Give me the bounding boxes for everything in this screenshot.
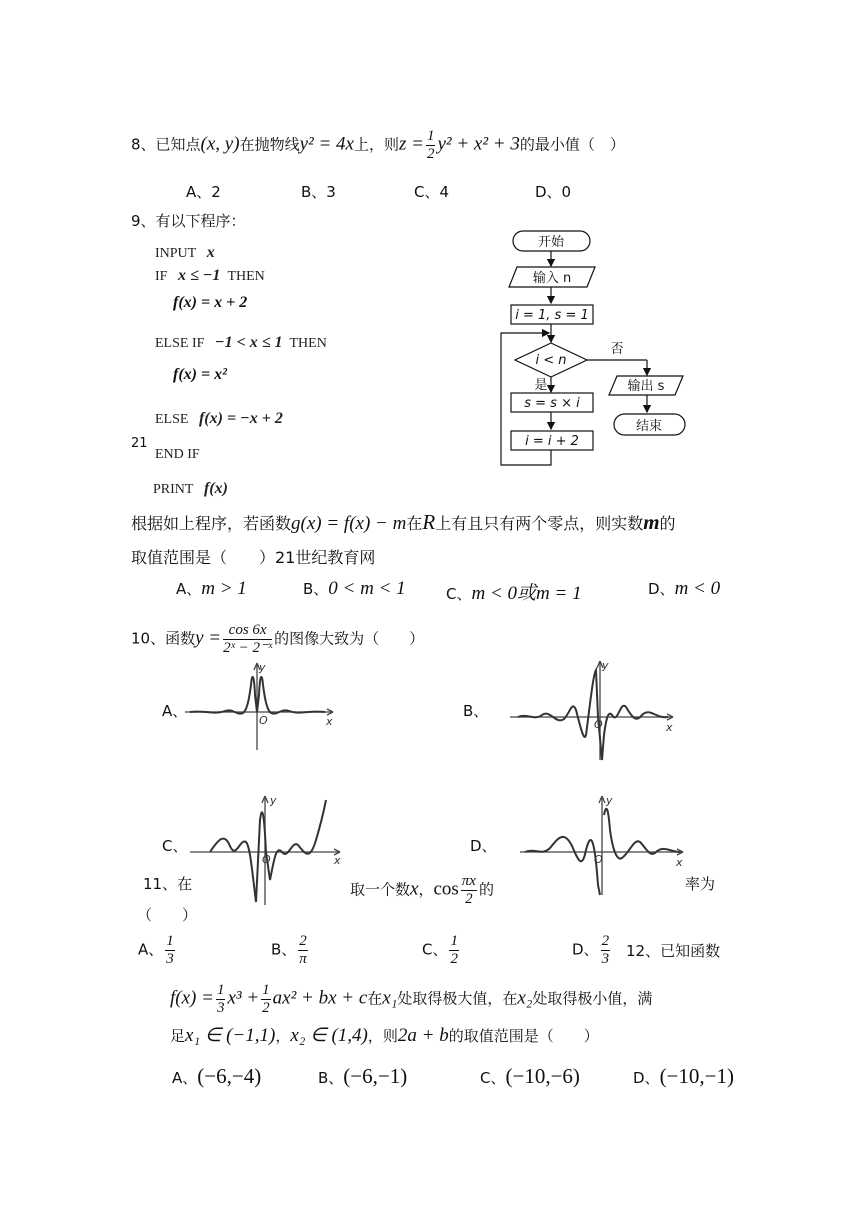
q11-fragment-b: 取一个数x，cos $\frac{\pi x}{2}$ 的 [350,873,494,907]
code-line-f2: f(x) = x² [173,366,227,383]
q9-option-b: B、0 < m < 1 [303,578,406,599]
flow-start-label: 开始 [537,235,565,250]
q11-option-d: D、 $\frac{2}{3}$ [572,933,610,967]
graph-b-y-axis: y [602,659,609,672]
code-line-if: IF x ≤ −1 THEN [155,267,265,284]
q12-option-a: A、(−6,−4) [172,1064,262,1088]
q9-intro: 9、有以下程序： [131,212,246,230]
graph-d-y-axis: y [606,794,613,807]
q8-option-d: D、0 [535,183,572,201]
graph-c-x-axis: x [334,854,341,867]
graph-d-label: D、 [470,837,497,855]
graph-c-label: C、 [162,837,188,855]
graph-c-origin: O [262,853,271,866]
q11-option-a: A、 $\frac{1}{3}$ [138,933,174,967]
flow-init-label: i = 1, s = 1 [515,308,589,323]
q12-option-c: C、(−10,−6) [480,1064,580,1088]
graph-b-label: B、 [463,702,489,720]
graph-d [520,790,690,900]
q8-option-c: C、4 [414,183,450,201]
graph-d-x-axis: x [676,856,683,869]
q11-fragment-a: 11、在 [143,875,193,893]
flowchart [495,225,705,470]
graph-a-label: A、 [162,702,188,720]
graph-a-origin: O [259,714,268,727]
q9-option-a: A、m > 1 [176,578,247,599]
graph-d-origin: O [594,853,603,866]
graph-b [510,655,685,765]
q9-question-line2: 取值范围是（ ）21世纪教育网 [131,548,376,567]
q8-option-b: B、3 [301,183,336,201]
flow-no-label: 否 [610,342,624,357]
graph-a [185,655,345,755]
q12-line2: f(x) = $\frac{1}{3}$ x³ + $\frac{1}{2}$ ax² + bx + c在x₁处取得极大值，在x₂处取得极小值，满 [170,982,653,1016]
q9-question-line1: 根据如上程序，若函数g(x) = f(x) − m在R上有且只有两个零点，则实数m的 [131,510,676,534]
flow-output-label: 输出 s [627,379,665,394]
q11-option-b: B、 $\frac{2}{\pi}$ [271,933,307,967]
graph-a-y-axis: y [259,661,266,674]
q11-option-c: C、 $\frac{1}{2}$ [422,933,458,967]
q11-paren: （ ） [137,906,198,924]
flow-i-update-label: i = i + 2 [525,434,579,449]
flow-yes-label: 是 [534,378,548,393]
q12-option-d: D、(−10,−1) [633,1064,734,1088]
graph-b-origin: O [594,718,603,731]
fraction-half: $\frac{1}{2}$ [426,128,435,162]
q12-num: 12、已知函数 [626,942,721,960]
flow-s-update-label: s = s × i [524,396,580,411]
point-xy: (x, y) [200,133,240,155]
q9-option-c: C、m < 0或m = 1 [446,583,582,604]
q8-line: 8、已知点(x, y)在抛物线y² = 4x上，则z = $\frac{1}{2}$ y² + x² + 3的最小值（ ） [131,128,625,162]
code-line-elseif: ELSE IF −1 < x ≤ 1 THEN [155,334,327,351]
q11-fragment-d: 率为 [685,875,716,893]
q12-option-b: B、(−6,−1) [318,1064,408,1088]
flow-cond-label: i < n [535,353,567,368]
flow-end-label: 结束 [635,419,663,434]
q10-fraction: $\frac{\cos 6x}{\text{2ˣ − 2⁻ˣ}}$ [223,622,273,656]
code-line-print: PRINT f(x) [153,480,228,497]
parabola-eq: y² = 4x [299,133,354,155]
flow-input-label: 输入 n [532,271,572,286]
graph-a-x-axis: x [326,715,333,728]
graph-b-x-axis: x [666,721,673,734]
q12-line3: 足x₁ ∈ (−1,1)，x₂ ∈ (1,4)，则2a + b的取值范围是（ ） [170,1025,599,1046]
graph-c-y-axis: y [270,794,277,807]
q9-option-d: D、m < 0 [648,578,721,599]
code-line-endif: END IF [155,447,200,462]
code-line-else: ELSE f(x) = −x + 2 [155,410,283,427]
q8-option-a: A、2 [186,183,221,201]
q10-line: 10、函数y = $\frac{\cos 6x}{\text{2ˣ − 2⁻ˣ}}$ 的图像大致为（ ） [131,622,425,656]
graph-c [190,790,350,910]
code-line-input: INPUT x [155,244,215,261]
code-line-f1: f(x) = x + 2 [173,294,248,311]
stray-text: 21 [131,436,148,451]
